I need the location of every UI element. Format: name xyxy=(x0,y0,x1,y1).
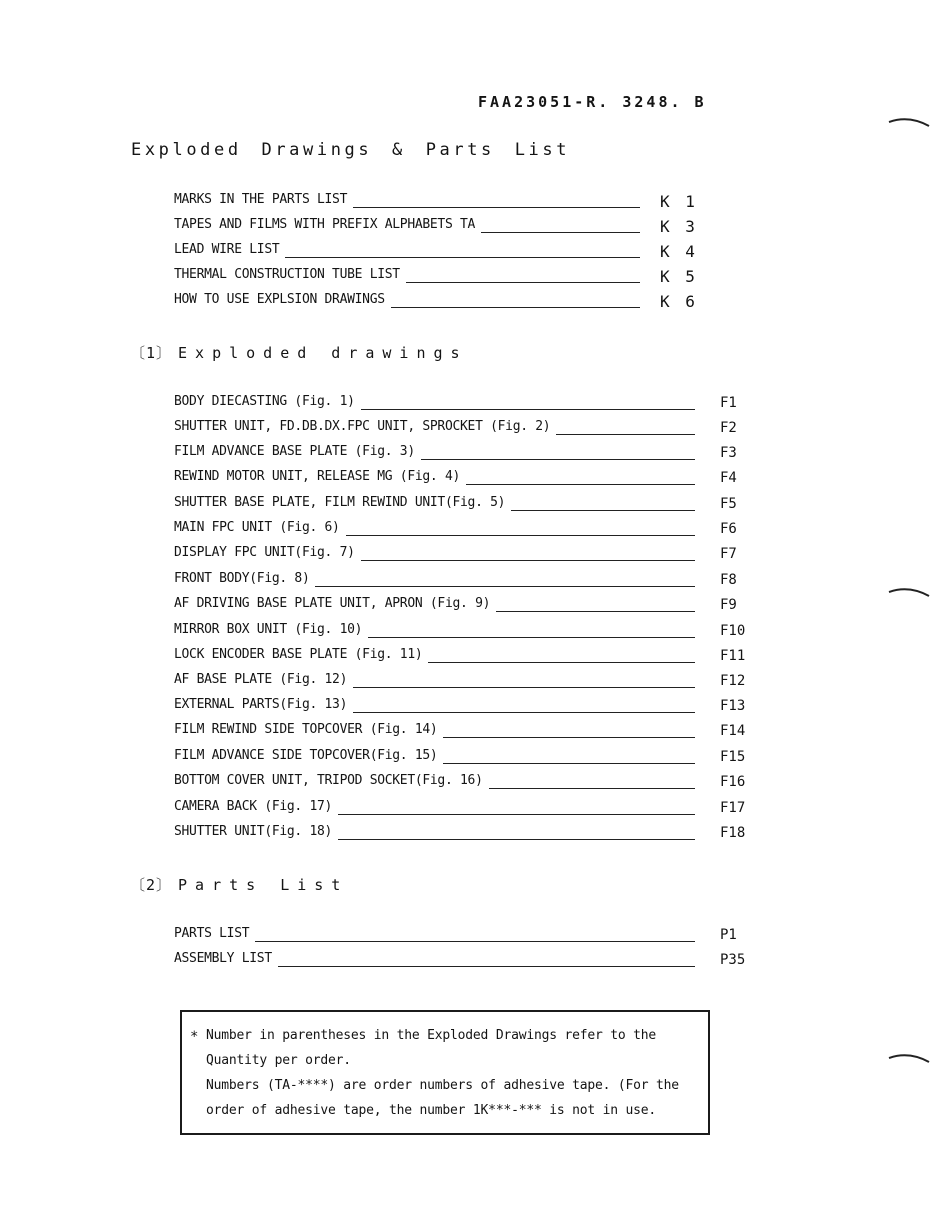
note-box xyxy=(180,1010,710,1135)
note-line: Numbers (TA-****) are order numbers of adhesive tape. (For the xyxy=(206,1078,679,1093)
toc-entry[interactable] xyxy=(174,292,698,314)
toc-entry-page: F13 xyxy=(720,698,746,714)
toc-entry-page: K 5 xyxy=(660,267,698,286)
note-line: Number in parentheses in the Exploded Drawings refer to the xyxy=(206,1028,656,1043)
leader-line xyxy=(481,224,640,233)
toc-entry[interactable] xyxy=(174,469,737,491)
toc-entry-page: F16 xyxy=(720,774,746,790)
toc-entry-page: F9 xyxy=(720,597,737,613)
toc-entry-label: BODY DIECASTING (Fig. 1) xyxy=(174,394,355,409)
toc-entry[interactable] xyxy=(174,571,737,593)
leader-line xyxy=(346,527,695,536)
section-heading-exploded-drawings xyxy=(130,342,468,363)
toc-entry-label: AF BASE PLATE (Fig. 12) xyxy=(174,672,348,687)
toc-entry[interactable] xyxy=(174,495,737,517)
toc-entry[interactable] xyxy=(174,926,737,948)
leader-line xyxy=(315,578,695,587)
toc-entry-page: F2 xyxy=(720,420,737,436)
toc-entry[interactable] xyxy=(174,622,746,644)
toc-entry-label: DISPLAY FPC UNIT(Fig. 7) xyxy=(174,545,355,560)
toc-entry-label: LEAD WIRE LIST xyxy=(174,242,280,257)
toc-entry-label: TAPES AND FILMS WITH PREFIX ALPHABETS TA xyxy=(174,217,476,232)
toc-entry[interactable] xyxy=(174,596,737,618)
toc-entry[interactable] xyxy=(174,394,737,416)
toc-entry-page: F12 xyxy=(720,673,746,689)
toc-entry-page: P1 xyxy=(720,927,737,943)
toc-entry[interactable] xyxy=(174,217,698,239)
toc-entry-page: K 6 xyxy=(660,292,698,311)
toc-entry[interactable] xyxy=(174,773,746,795)
toc-entry[interactable] xyxy=(174,444,737,466)
leader-line xyxy=(466,476,695,485)
section-title: Parts List xyxy=(178,876,349,894)
toc-entry[interactable] xyxy=(174,267,698,289)
toc-entry-page: F10 xyxy=(720,623,746,639)
leader-line xyxy=(406,274,640,283)
section-heading-parts-list xyxy=(130,874,348,895)
leader-line xyxy=(391,299,640,308)
toc-entry-label: FILM REWIND SIDE TOPCOVER (Fig. 14) xyxy=(174,722,438,737)
toc-entry-page: F18 xyxy=(720,825,746,841)
toc-entry-page: F11 xyxy=(720,648,746,664)
leader-line xyxy=(496,603,695,612)
toc-entry-label: CAMERA BACK (Fig. 17) xyxy=(174,799,333,814)
toc-entry-label: BOTTOM COVER UNIT, TRIPOD SOCKET(Fig. 16) xyxy=(174,773,483,788)
leader-line xyxy=(428,654,695,663)
toc-entry-page: F4 xyxy=(720,470,737,486)
leader-line xyxy=(443,755,695,764)
leader-line xyxy=(556,426,695,435)
leader-line xyxy=(338,831,695,840)
toc-entry-label: MIRROR BOX UNIT (Fig. 10) xyxy=(174,622,363,637)
toc-entry-label: FRONT BODY(Fig. 8) xyxy=(174,571,310,586)
toc-entry-page: F3 xyxy=(720,445,737,461)
toc-entry[interactable] xyxy=(174,951,746,973)
leader-line xyxy=(511,502,695,511)
toc-entry[interactable] xyxy=(174,520,737,542)
leader-line xyxy=(361,552,695,561)
note-line: Quantity per order. xyxy=(206,1053,351,1068)
leader-line xyxy=(361,401,695,410)
toc-entry-label: THERMAL CONSTRUCTION TUBE LIST xyxy=(174,267,400,282)
toc-entry-label: MAIN FPC UNIT (Fig. 6) xyxy=(174,520,340,535)
toc-entry[interactable] xyxy=(174,545,737,567)
toc-entry-label: FILM ADVANCE BASE PLATE (Fig. 3) xyxy=(174,444,415,459)
toc-entry-label: SHUTTER UNIT, FD.DB.DX.FPC UNIT, SPROCKET (Fig. 2) xyxy=(174,419,551,434)
leader-line xyxy=(338,806,695,815)
toc-entry[interactable] xyxy=(174,799,746,821)
toc-entry-page: F5 xyxy=(720,496,737,512)
leader-line xyxy=(353,704,695,713)
toc-entry[interactable] xyxy=(174,192,698,214)
toc-entry[interactable] xyxy=(174,419,737,441)
toc-entry-label: MARKS IN THE PARTS LIST xyxy=(174,192,348,207)
note-asterisk: * xyxy=(190,1029,199,1045)
toc-entry-label: AF DRIVING BASE PLATE UNIT, APRON (Fig. 9) xyxy=(174,596,491,611)
toc-entry-page: F17 xyxy=(720,800,746,816)
toc-entry-label: EXTERNAL PARTS(Fig. 13) xyxy=(174,697,348,712)
toc-entry-label: PARTS LIST xyxy=(174,926,250,941)
leader-line xyxy=(421,451,695,460)
toc-entry[interactable] xyxy=(174,824,746,846)
leader-line xyxy=(489,780,695,789)
scan-edge-mark xyxy=(887,586,931,598)
toc-entry[interactable] xyxy=(174,748,746,770)
toc-entry-label: HOW TO USE EXPLSION DRAWINGS xyxy=(174,292,385,307)
note-line: order of adhesive tape, the number 1K***-*** is not in use. xyxy=(206,1103,656,1118)
toc-entry-page: F15 xyxy=(720,749,746,765)
toc-entry-page: F7 xyxy=(720,546,737,562)
toc-entry-label: SHUTTER BASE PLATE, FILM REWIND UNIT(Fig. 5) xyxy=(174,495,506,510)
toc-entry[interactable] xyxy=(174,697,746,719)
leader-line xyxy=(353,199,640,208)
toc-entry-label: SHUTTER UNIT(Fig. 18) xyxy=(174,824,333,839)
toc-entry-label: ASSEMBLY LIST xyxy=(174,951,272,966)
scan-edge-mark xyxy=(887,116,931,128)
toc-entry[interactable] xyxy=(174,672,746,694)
toc-entry-page: K 4 xyxy=(660,242,698,261)
toc-entry-page: F1 xyxy=(720,395,737,411)
toc-entry-label: FILM ADVANCE SIDE TOPCOVER(Fig. 15) xyxy=(174,748,438,763)
toc-entry-page: K 3 xyxy=(660,217,698,236)
leader-line xyxy=(255,933,695,942)
toc-entry-page: K 1 xyxy=(660,192,698,211)
toc-entry[interactable] xyxy=(174,242,698,264)
section-title: Exploded drawings xyxy=(178,344,468,362)
toc-entry-label: LOCK ENCODER BASE PLATE (Fig. 11) xyxy=(174,647,423,662)
page-title: Exploded Drawings & Parts List xyxy=(131,140,571,160)
leader-line xyxy=(353,679,695,688)
section-number: 〔2〕 xyxy=(130,876,173,894)
toc-entry-page: F6 xyxy=(720,521,737,537)
toc-entry-page: F14 xyxy=(720,723,746,739)
leader-line xyxy=(443,729,695,738)
document-number: FAA23051-R. 3248. B xyxy=(478,93,707,111)
toc-entry[interactable] xyxy=(174,647,746,669)
scan-edge-mark xyxy=(887,1052,931,1064)
leader-line xyxy=(278,958,695,967)
section-number: 〔1〕 xyxy=(130,344,173,362)
leader-line xyxy=(368,629,695,638)
leader-line xyxy=(285,249,640,258)
toc-entry-label: REWIND MOTOR UNIT, RELEASE MG (Fig. 4) xyxy=(174,469,461,484)
toc-entry-page: P35 xyxy=(720,952,746,968)
toc-entry[interactable] xyxy=(174,722,746,744)
toc-entry-page: F8 xyxy=(720,572,737,588)
